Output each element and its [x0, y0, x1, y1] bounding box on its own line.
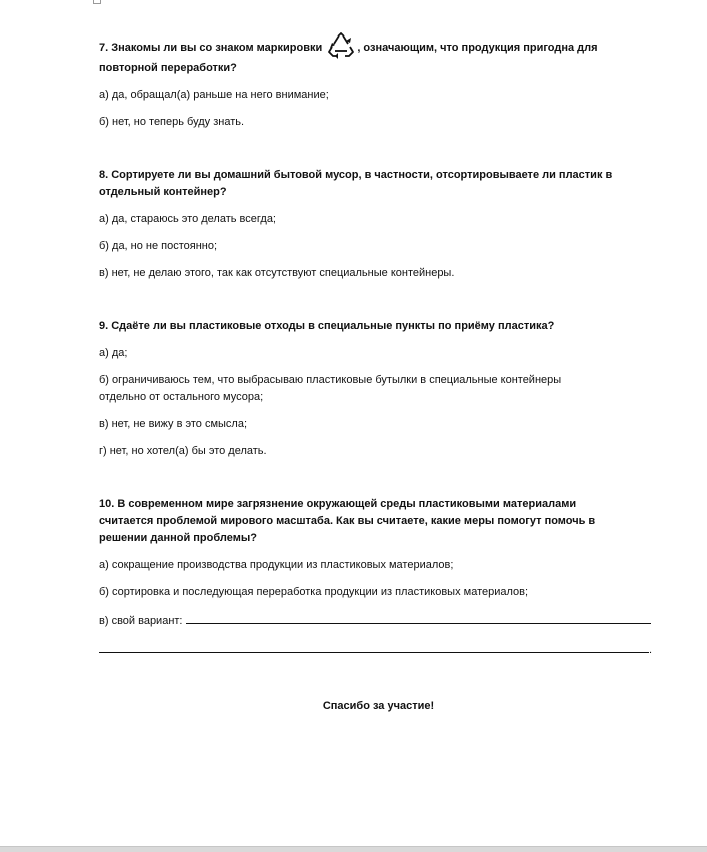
question-7	[99, 32, 659, 77]
question-10-option-b: б) сортировка и последующая переработка продукции из пластиковых материалов;	[99, 586, 529, 598]
page-corner-mark	[93, 0, 101, 4]
question-8-text-line1: 8. Сортируете ли вы домашний бытовой мусор, в частности, отсортировываете ли пластик в	[99, 169, 613, 181]
question-9-option-c: в) нет, не вижу в это смысла;	[99, 418, 248, 430]
question-10-text-line3: решении данной проблемы?	[99, 532, 257, 544]
question-9-option-b-line1: б) ограничиваюсь тем, что выбрасываю пластиковые бутылки в специальные контейнеры	[99, 374, 562, 386]
question-10-option-c-label: в) свой вариант:	[99, 615, 183, 627]
question-8-text-line2: отдельный контейнер?	[99, 186, 227, 198]
question-7-text-start: 7. Знакомы ли вы со знаком маркировки	[99, 42, 323, 54]
answer-line-2[interactable]	[99, 640, 649, 653]
question-7-option-b: б) нет, но теперь буду знать.	[99, 116, 245, 128]
question-10-text-line1: 10. В современном мире загрязнение окружающей среды пластиковыми материалами	[99, 498, 577, 510]
question-10-text-line2: считается проблемой мирового масштаба. Как вы считаете, какие меры помогут помочь в	[99, 515, 596, 527]
recycle-icon	[326, 32, 356, 60]
question-9-option-a: а) да;	[99, 347, 128, 359]
question-7-option-a: а) да, обращал(а) раньше на него внимание;	[99, 89, 329, 101]
question-8-option-c: в) нет, не делаю этого, так как отсутствуют специальные контейнеры.	[99, 267, 455, 279]
questionnaire	[99, 32, 659, 659]
question-7-text-line2: повторной переработки?	[99, 62, 237, 74]
question-9-option-d: г) нет, но хотел(а) бы это делать.	[99, 445, 267, 457]
question-7-text-end: , означающим, что продукция пригодна для	[357, 42, 598, 54]
answer-line-end: .	[649, 644, 653, 656]
question-8-option-a: а) да, стараюсь это делать всегда;	[99, 213, 276, 225]
question-10-option-a: а) сокращение производства продукции из пластиковых материалов;	[99, 559, 454, 571]
question-8-option-b: б) да, но не постоянно;	[99, 240, 218, 252]
window-bottom-strip	[0, 846, 707, 852]
question-9: 9. Сдаёте ли вы пластиковые отходы в специальные пункты по приёму пластика?	[99, 320, 555, 332]
answer-line-2-row	[99, 640, 659, 659]
answer-line-1[interactable]	[186, 611, 651, 624]
question-9-option-b	[99, 372, 659, 406]
question-9-option-b-line2: отдельно от остального мусора;	[99, 391, 264, 403]
thanks-message: Спасибо за участие!	[322, 700, 435, 712]
question-10	[99, 496, 659, 547]
question-8	[99, 167, 659, 201]
question-10-option-c	[99, 611, 659, 630]
